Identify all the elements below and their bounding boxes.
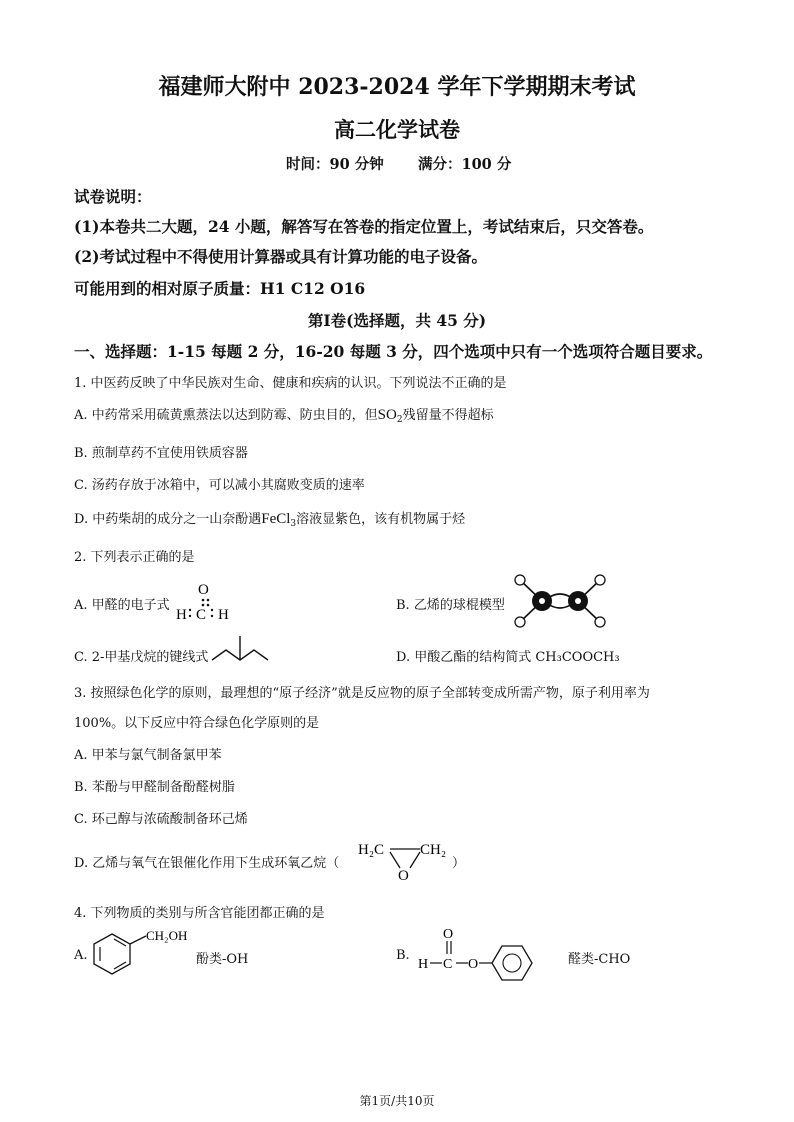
section-title: 第Ⅰ卷(选择题，共 45 分): [307, 311, 487, 330]
phenyl-formate-structure: [412, 924, 566, 982]
methylpentane-skeletal-formula: [210, 634, 276, 666]
q2-option-d: D. 甲酸乙酯的结构简式 CH₃COOCH₃: [396, 650, 620, 665]
q3-d-close-paren: ）: [452, 856, 466, 871]
formula-c: C: [196, 607, 207, 623]
group-ch2oh: CH₂OH: [146, 928, 188, 943]
formate-c: C: [443, 957, 453, 972]
formaldehyde-electron-formula: [172, 578, 242, 624]
time-label: 时间：90 分钟: [286, 156, 384, 173]
q1-d-text: D. 中药柴胡的成分之一山奈酚遇: [74, 512, 262, 527]
formate-o-ester: O: [468, 957, 479, 972]
q3-option-b: B. 苯酚与甲醛制备酚醛树脂: [74, 780, 235, 795]
q3-stem-line2: 100%。以下反应中符合绿色化学原则的是: [74, 716, 320, 731]
q2-option-a: A. 甲醛的电子式: [74, 598, 170, 613]
q1-stem: 1. 中医药反映了中华民族对生命、健康和疾病的认识。下列说法不正确的是: [74, 376, 507, 391]
formate-h: H: [418, 957, 429, 972]
formula-o: O: [198, 582, 209, 598]
page-footer: 第1页/共10页: [359, 1094, 435, 1108]
q2-option-b: B. 乙烯的球棍模型: [396, 598, 505, 613]
q4-option-b: B.: [396, 948, 410, 963]
q3-option-d: D. 乙烯与氧气在银催化作用下生成环氧乙烷（: [74, 856, 340, 871]
epoxide-ch2: CH₂: [420, 842, 447, 858]
exam-subtitle: 高二化学试卷: [334, 117, 460, 142]
q2-option-c: C. 2-甲基戊烷的键线式: [74, 650, 209, 665]
q3-option-c: C. 环己醇与浓硫酸制备环己烯: [74, 812, 248, 827]
q1-option-b: B. 煎制草药不宜使用铁质容器: [74, 446, 248, 461]
q4-a-class: 酚类-OH: [196, 952, 249, 967]
q1-a-text: A. 中药常采用硫黄熏蒸法以达到防霉、防虫目的，但: [74, 408, 378, 423]
instructions-heading: 试卷说明：: [74, 187, 152, 206]
q1-a-chem: SO: [377, 407, 397, 423]
score-label: 满分：100 分: [418, 156, 512, 173]
q1-d-sub: 3: [290, 519, 297, 529]
ethylene-ball-stick-model: [508, 570, 612, 632]
ethylene-oxide-structure: [356, 836, 452, 884]
q2-stem: 2. 下列表示正确的是: [74, 550, 195, 565]
q1-a-post: 残留量不得超标: [402, 408, 494, 423]
instruction-line-2: (2)考试过程中不得使用计算器或具有计算功能的电子设备。: [74, 247, 487, 266]
q4-stem: 4. 下列物质的类别与所含官能团都正确的是: [74, 906, 325, 921]
exam-title: 福建师大附中 2023-2024 学年下学期期末考试: [158, 74, 636, 100]
atomic-mass-note: 可能用到的相对原子质量：H1 C12 O16: [74, 279, 366, 298]
formula-h-left: H: [176, 607, 187, 623]
q1-d-chem: FeCl: [261, 511, 291, 527]
q4-b-class: 醛类-CHO: [568, 952, 631, 967]
q3-stem-line1: 3. 按照绿色化学的原则，最理想的“原子经济”就是反应物的原子全部转变成所需产物，原子利用率为: [74, 686, 650, 701]
benzyl-alcohol-structure: [88, 926, 198, 982]
formula-h-right: H: [218, 607, 229, 623]
q1-option-a: [74, 404, 494, 425]
section-instructions: 一、选择题：1-15 每题 2 分，16-20 每题 3 分，四个选项中只有一个选项符合题目要求。: [74, 342, 713, 361]
q3-option-a: A. 甲苯与氯气制备氯甲苯: [74, 748, 222, 763]
epoxide-h2c: H₂C: [358, 842, 385, 858]
q1-option-c: C. 汤药存放于冰箱中，可以减小其腐败变质的速率: [74, 478, 365, 493]
q1-d-post: 溶液显紫色，该有机物属于烃: [296, 512, 466, 527]
q1-option-d: [74, 508, 465, 529]
q4-option-a: A.: [74, 948, 88, 963]
epoxide-o: O: [398, 868, 409, 884]
instruction-line-1: (1)本卷共二大题，24 小题，解答写在答卷的指定位置上，考试结束后，只交答卷。: [74, 217, 654, 236]
q1-a-sub: 2: [396, 415, 403, 425]
formate-o-double: O: [443, 927, 454, 942]
